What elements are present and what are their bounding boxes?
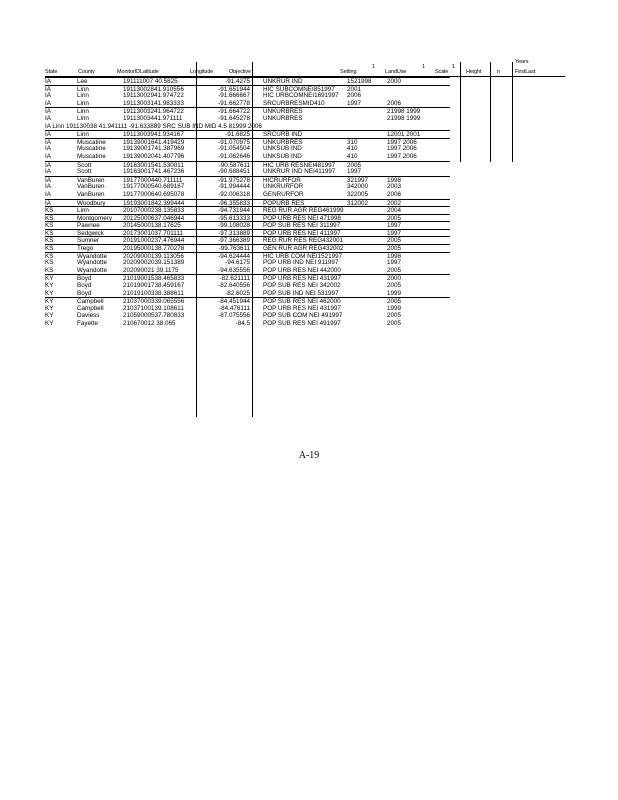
header-firstlast: FirstLast: [515, 69, 536, 75]
setting-cell: 2001: [347, 85, 362, 93]
state-cell: IA: [45, 131, 51, 139]
landuse-years-cell: 1997 2006: [387, 145, 417, 153]
landuse-years-cell: 2002: [387, 199, 402, 207]
longitude-cell: -94.624444: [218, 252, 250, 260]
county-cell: Linn: [77, 99, 89, 107]
header-county: County: [78, 69, 95, 75]
longitude-cell: -91.070975: [218, 138, 250, 146]
state-cell: KY: [45, 282, 54, 290]
table-row: [45, 244, 450, 252]
state-cell: IA: [45, 99, 51, 107]
landuse-years-cell: 2005: [387, 237, 402, 245]
monitor-latitude-cell: 19139001641.419429: [123, 138, 185, 146]
county-cell: Linn: [77, 85, 89, 93]
state-cell: IA: [45, 114, 51, 122]
county-cell: Sumner: [77, 237, 100, 245]
longitude-cell: -94.6175: [225, 259, 250, 267]
header-landuse: LandUse: [385, 69, 407, 75]
state-cell: KY: [45, 320, 54, 327]
state-cell: KY: [45, 275, 54, 283]
setting-cell: 310: [347, 138, 358, 146]
state-cell: IA: [45, 108, 51, 116]
state-cell: IA: [45, 190, 51, 198]
landuse-years-cell: 1997: [387, 229, 402, 237]
longitude-cell: -91.975278: [218, 176, 250, 184]
table-row: [45, 312, 450, 320]
setting-cell: 410: [347, 152, 358, 160]
longitude-cell: -96.355833: [218, 199, 250, 207]
state-cell: IA: [45, 176, 51, 184]
county-cell: Muscatine: [77, 138, 106, 146]
objective-cell: UNKSUB IND: [263, 145, 302, 153]
state-cell: IA: [45, 161, 51, 169]
longitude-cell: -87.075556: [218, 312, 250, 320]
column-rule: [490, 62, 491, 162]
monitor-latitude-cell: 21037100139.108611: [123, 304, 184, 312]
header-monitor-latitude: MonitorIDLatitude: [117, 69, 159, 75]
table-row: [45, 297, 450, 305]
longitude-cell: -84.476111: [219, 304, 250, 312]
header-n: n: [497, 69, 500, 75]
longitude-cell: -91.645278: [218, 114, 250, 122]
monitor-latitude-cell: 20125000637.046944: [123, 214, 185, 222]
objective-cell: UNKURBRES: [263, 138, 303, 146]
monitor-latitude-cell: 20195000138.770278: [123, 245, 185, 253]
monitor-latitude-cell: 19113003241.964722: [123, 108, 184, 116]
state-cell: IA: [45, 145, 51, 153]
county-cell: Linn: [77, 108, 89, 116]
state-cell: KY: [45, 289, 54, 297]
monitor-latitude-cell: 19113002941.974722: [123, 92, 184, 100]
header-mark-2: 1: [422, 64, 425, 70]
monitor-latitude-cell: 20145000138.17625: [123, 222, 181, 230]
longitude-cell: -91.4275: [225, 78, 250, 85]
state-cell: IA: [45, 183, 51, 191]
setting-cell: 2005: [347, 161, 362, 169]
county-cell: VanBuren: [77, 190, 105, 198]
state-cell: KS: [45, 266, 54, 274]
county-cell: Muscatine: [77, 145, 106, 153]
county-cell: Scott: [77, 161, 92, 169]
objective-cell: POP URB RES NEI 442000: [263, 266, 341, 274]
state-cell: KS: [45, 259, 54, 267]
setting-cell: 1997: [347, 168, 362, 176]
landuse-years-cell: 1999: [387, 289, 402, 297]
county-cell: Boyd: [77, 289, 92, 297]
objective-cell: POP URB RES NEI 431997: [263, 275, 341, 283]
objective-cell: REG RUR AGR REG461999: [263, 207, 344, 215]
table-row: [45, 229, 450, 237]
header-setting: Setting: [340, 69, 357, 75]
longitude-cell: -99.108028: [218, 222, 250, 230]
longitude-cell: -94.635556: [218, 266, 250, 274]
objective-cell: HIC URB RESNEI481997: [263, 161, 336, 169]
table-row: [45, 161, 450, 169]
state-cell: KS: [45, 237, 54, 245]
monitor-latitude-cell: 20107000238.135833: [123, 207, 185, 215]
objective-cell: POP SUB RES NEI 462000: [263, 298, 341, 306]
county-cell: Woodbury: [77, 199, 106, 207]
landuse-years-cell: 2005: [387, 312, 402, 320]
monitor-latitude-cell: 21019001738.459167: [123, 282, 185, 290]
state-cell: KY: [45, 298, 54, 306]
county-cell: VanBuren: [77, 183, 105, 191]
objective-cell: UNKSUB IND: [263, 152, 302, 160]
table-row: [45, 168, 450, 176]
longitude-cell: -91.6825: [225, 131, 250, 139]
county-cell: Wyandotte: [77, 266, 108, 274]
county-cell: VanBuren: [77, 176, 105, 184]
objective-cell: POP SUB COM NEI 491997: [263, 312, 343, 320]
header-height: Height: [466, 69, 482, 75]
header-objective: Objective: [229, 69, 252, 75]
county-cell: Linn: [77, 207, 89, 215]
monitor-latitude-cell: 21059000537.780833: [123, 312, 185, 320]
county-cell: Montgomery: [77, 214, 112, 222]
state-cell: KS: [45, 252, 54, 260]
monitor-latitude-cell: 19113003441.971111: [123, 114, 183, 122]
county-cell: Boyd: [77, 282, 92, 290]
monitor-latitude-cell: 19177000440.711111: [123, 176, 183, 184]
monitor-latitude-cell: 19177000640.695078: [123, 190, 185, 198]
table-row: [45, 138, 450, 146]
table-row: [45, 206, 450, 214]
objective-cell: POP SUB RES NEI 311997: [263, 222, 341, 230]
header-scale: Scale: [435, 69, 449, 75]
table-row: [45, 115, 450, 123]
county-cell: Linn: [77, 114, 89, 122]
monitor-latitude-cell: 21019100338.388611: [123, 289, 184, 297]
state-cell: KS: [45, 222, 54, 230]
longitude-cell: -82.6025: [225, 289, 250, 297]
objective-cell: GEN RUR AGR REG432002: [263, 245, 344, 253]
state-cell: IA: [45, 168, 51, 176]
table-row: [45, 145, 450, 153]
table-row: [45, 100, 450, 108]
landuse-years-cell: 2006: [387, 99, 402, 107]
objective-cell: UNKURBRES: [263, 108, 303, 116]
state-cell: KY: [45, 304, 54, 312]
row-text: IA Linn 191130038 41.941111 -91.633889 SRC SUB IND MID 4.5 81999 2006: [45, 122, 262, 130]
header-longitude: Longitude: [190, 69, 214, 75]
county-cell: Campbell: [77, 304, 104, 312]
objective-cell: HIC URB COM NEI1521997: [263, 252, 343, 260]
county-cell: Pawnee: [77, 222, 100, 230]
landuse-years-cell: 2005: [387, 266, 402, 274]
county-cell: Wyandotte: [77, 252, 108, 260]
objective-cell: POP URB IND NEI 911997: [263, 259, 339, 267]
monitor-latitude-cell: 202090021 39.1175: [123, 266, 179, 274]
monitor-latitude-cell: 20209000139.113056: [123, 252, 184, 260]
landuse-years-cell: 2005: [387, 320, 402, 327]
objective-cell: UNKRURFOR: [263, 183, 304, 191]
header-mark-1: 1: [372, 64, 375, 70]
table-row: [45, 236, 450, 244]
objective-cell: POP SUB IND NEI 531997: [263, 289, 339, 297]
monitor-latitude-cell: 19113002841.910556: [123, 85, 184, 93]
landuse-years-cell: 2000: [387, 275, 402, 283]
data-table: [45, 77, 450, 328]
landuse-years-cell: 1998: [387, 252, 402, 260]
objective-cell: POP SUB RES NEI 342002: [263, 282, 341, 290]
table-row: [45, 221, 450, 229]
landuse-years-cell: 1998: [387, 176, 402, 184]
longitude-cell: -84.5: [235, 320, 250, 327]
header-mark-3: 1: [452, 64, 455, 70]
monitor-latitude-cell: 210670012 38.065: [123, 320, 176, 327]
table-row: [45, 77, 450, 85]
table-row: [45, 274, 450, 282]
landuse-years-cell: 21998 1999: [387, 108, 421, 116]
state-cell: KS: [45, 207, 54, 215]
monitor-latitude-cell: 20209002039.151389: [123, 259, 185, 267]
longitude-cell: -94.731944: [218, 207, 250, 215]
objective-cell: SRCURB IND: [263, 131, 303, 139]
county-cell: Trego: [77, 245, 94, 253]
longitude-cell: -95.613333: [218, 214, 250, 222]
longitude-cell: -91.662778: [218, 99, 250, 107]
landuse-years-cell: 2005: [387, 214, 402, 222]
county-cell: Scott: [77, 168, 92, 176]
table-row: [45, 290, 450, 298]
county-cell: Fayette: [77, 320, 98, 327]
objective-cell: UNKURBRES: [263, 114, 303, 122]
state-cell: KS: [45, 245, 54, 253]
state-cell: IA: [45, 138, 51, 146]
table-row: [45, 107, 450, 115]
longitude-cell: -91.062646: [218, 152, 250, 160]
landuse-years-cell: 2005: [387, 282, 402, 290]
setting-cell: 2006: [347, 92, 362, 100]
county-cell: Lee: [77, 78, 88, 85]
state-cell: IA: [45, 85, 51, 93]
landuse-years-cell: 1997 2006: [387, 138, 417, 146]
longitude-cell: -82.640556: [218, 282, 250, 290]
table-row: [45, 214, 450, 222]
state-cell: IA: [45, 92, 51, 100]
table-row: [45, 183, 450, 191]
landuse-years-cell: 2005: [387, 298, 402, 306]
table-row: [45, 191, 450, 199]
setting-cell: 1521998: [347, 78, 372, 85]
landuse-years-cell: 1997 2006: [387, 152, 417, 160]
column-rule: [512, 62, 513, 162]
column-rule: [460, 62, 461, 162]
table-row: [45, 320, 450, 328]
county-cell: Sedgwick: [77, 229, 104, 237]
objective-cell: POP SUB RES NEI 491997: [263, 320, 341, 327]
table-row: [45, 259, 450, 267]
longitude-cell: -97.313889: [218, 229, 250, 237]
objective-cell: REG RUR RES REG432001: [263, 237, 344, 245]
header-state: State: [45, 69, 58, 75]
table-row: [45, 176, 450, 184]
objective-cell: SRCURBRESMID410: [263, 99, 325, 107]
county-cell: Campbell: [77, 298, 104, 306]
state-cell: IA: [45, 199, 51, 207]
table-row: [45, 282, 450, 290]
state-cell: KY: [45, 312, 54, 320]
monitor-latitude-cell: 21019001538.465833: [123, 275, 185, 283]
monitor-latitude-cell: 19139001741.387969: [123, 145, 185, 153]
table-row: [45, 199, 450, 207]
monitor-latitude-cell: 20191000237.476944: [123, 237, 185, 245]
longitude-cell: -99.763611: [218, 245, 250, 253]
table-row: [45, 252, 450, 260]
state-cell: KS: [45, 229, 54, 237]
state-cell: KS: [45, 214, 54, 222]
landuse-years-cell: 1997: [387, 222, 402, 230]
monitor-latitude-cell: 191111007 40.5825: [123, 78, 178, 85]
table-row: [45, 123, 450, 131]
header-years: Years: [515, 59, 529, 65]
setting-cell: 312002: [347, 199, 369, 207]
landuse-years-cell: 2006: [387, 190, 402, 198]
county-cell: Muscatine: [77, 152, 106, 160]
objective-cell: HICRURFOR: [263, 176, 301, 184]
state-cell: IA: [45, 152, 51, 160]
table-row: [45, 305, 450, 313]
monitor-latitude-cell: 21037000339.065556: [123, 298, 185, 306]
setting-cell: 410: [347, 145, 358, 153]
longitude-cell: -82.621111: [219, 275, 250, 283]
monitor-latitude-cell: 19113003141.983333: [123, 99, 184, 107]
county-cell: Wyandotte: [77, 259, 108, 267]
landuse-years-cell: 21998 1999: [387, 114, 421, 122]
landuse-years-cell: 2000: [387, 78, 402, 85]
setting-cell: 321997: [347, 176, 369, 184]
county-cell: Daviess: [77, 312, 100, 320]
landuse-years-cell: 2003: [387, 183, 402, 191]
table-row: [45, 130, 450, 138]
objective-cell: GENRURFOR: [263, 190, 304, 198]
objective-cell: POP URB RES NEI 471998: [263, 214, 341, 222]
objective-cell: HIC SUBCOMNEI851997: [263, 85, 335, 93]
objective-cell: POP URB RES NEI 431997: [263, 304, 341, 312]
table-row: [45, 153, 450, 161]
table-row: [45, 92, 450, 100]
monitor-latitude-cell: 20173001037.701111: [123, 229, 183, 237]
objective-cell: HIC URBCOMNEI1691997: [263, 92, 339, 100]
objective-cell: UNKRUR IND: [263, 78, 303, 85]
landuse-years-cell: 1997: [387, 259, 402, 267]
setting-cell: 1997: [347, 99, 362, 107]
longitude-cell: -91.054504: [218, 145, 250, 153]
monitor-latitude-cell: 19113003941.934167: [123, 131, 184, 139]
county-cell: Linn: [77, 131, 89, 139]
landuse-years-cell: 12001 2001: [387, 131, 421, 139]
monitor-latitude-cell: 19163001541.530011: [123, 161, 184, 169]
longitude-cell: -91.651944: [218, 85, 250, 93]
objective-cell: UNKRUR IND NEI411997: [263, 168, 336, 176]
longitude-cell: -84.451944: [218, 298, 250, 306]
longitude-cell: -90.688451: [218, 168, 250, 176]
longitude-cell: -91.664722: [218, 108, 250, 116]
objective-cell: POPURB RES: [263, 199, 305, 207]
monitor-latitude-cell: 19193001842.399444: [123, 199, 185, 207]
setting-cell: 342000: [347, 183, 369, 191]
table-row: [45, 267, 450, 275]
landuse-years-cell: 1999: [387, 304, 402, 312]
monitor-latitude-cell: 19177000540.689167: [123, 183, 185, 191]
landuse-years-cell: 2004: [387, 207, 402, 215]
page-number: A-19: [298, 450, 320, 461]
longitude-cell: -90.587611: [218, 161, 250, 169]
objective-cell: POP URB RES NEI 411997: [263, 229, 341, 237]
longitude-cell: -91.994444: [218, 183, 250, 191]
longitude-cell: -92.006318: [218, 190, 250, 198]
landuse-years-cell: 2005: [387, 245, 402, 253]
state-cell: IA: [45, 78, 51, 85]
longitude-cell: -91.666667: [218, 92, 250, 100]
county-cell: Linn: [77, 92, 89, 100]
setting-cell: 322005: [347, 190, 369, 198]
monitor-latitude-cell: 19139002041.407796: [123, 152, 185, 160]
county-cell: Boyd: [77, 275, 92, 283]
table-row: [45, 85, 450, 93]
monitor-latitude-cell: 19163001741.467236: [123, 168, 185, 176]
longitude-cell: -97.366389: [218, 237, 250, 245]
